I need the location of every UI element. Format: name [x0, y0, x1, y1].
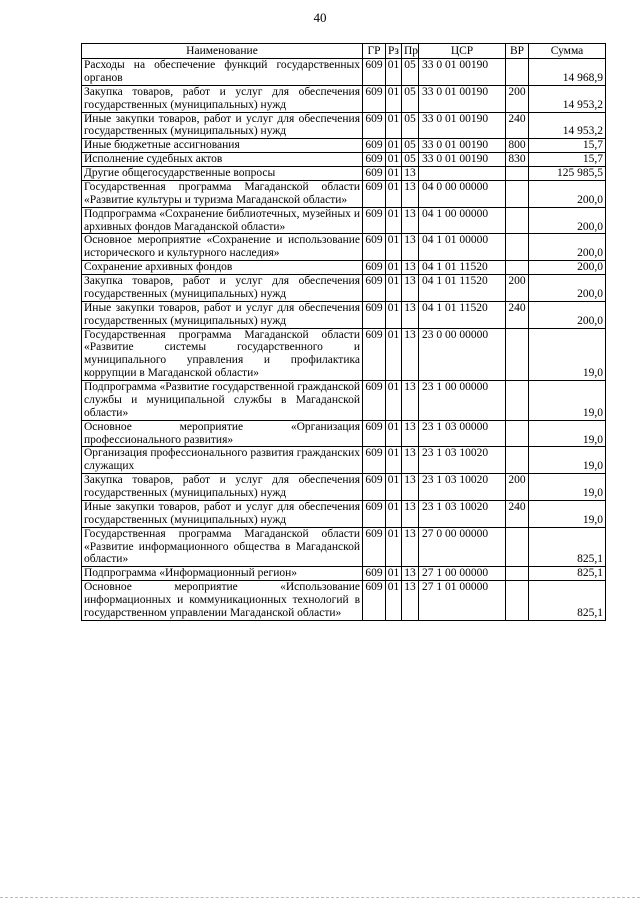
- table-row: [82, 153, 606, 167]
- cell-gr: 609: [363, 447, 386, 474]
- cell-gr: 609: [363, 139, 386, 153]
- cell-vr: [506, 180, 529, 207]
- cell-sum: 200,0: [529, 301, 606, 328]
- cell-sum: 14 953,2: [529, 85, 606, 112]
- page-bottom-edge: [0, 897, 640, 898]
- cell-vr: 830: [506, 153, 529, 167]
- cell-csr: 23 1 03 00000: [419, 420, 506, 447]
- cell-name: Государственная программа Магаданской области «Развитие информационного общества в Магаданской области»: [82, 527, 363, 567]
- cell-csr: 23 1 03 10020: [419, 500, 506, 527]
- budget-table: [81, 43, 606, 621]
- cell-csr: [419, 167, 506, 181]
- table-row: [82, 381, 606, 421]
- header-pr: Пр: [402, 44, 419, 59]
- cell-vr: [506, 59, 529, 86]
- cell-sum: 19,0: [529, 328, 606, 381]
- cell-gr: 609: [363, 85, 386, 112]
- cell-rz: 01: [386, 474, 402, 501]
- cell-pr: 05: [402, 59, 419, 86]
- cell-name: Основное мероприятие «Организация профессионального развития»: [82, 420, 363, 447]
- cell-gr: 609: [363, 167, 386, 181]
- table-row: [82, 85, 606, 112]
- cell-vr: [506, 527, 529, 567]
- cell-name: Подпрограмма «Развитие государственной гражданской службы и муниципальной службы в Магаданской области»: [82, 381, 363, 421]
- cell-vr: [506, 328, 529, 381]
- cell-rz: 01: [386, 261, 402, 275]
- cell-name: Организация профессионального развития гражданских служащих: [82, 447, 363, 474]
- cell-pr: 13: [402, 180, 419, 207]
- table-row: [82, 328, 606, 381]
- cell-pr: 13: [402, 328, 419, 381]
- cell-rz: 01: [386, 112, 402, 139]
- cell-gr: 609: [363, 500, 386, 527]
- cell-name: Иные закупки товаров, работ и услуг для обеспечения государственных (муниципальных) нужд: [82, 301, 363, 328]
- cell-vr: 240: [506, 500, 529, 527]
- table-row: [82, 420, 606, 447]
- cell-vr: 240: [506, 112, 529, 139]
- cell-rz: 01: [386, 180, 402, 207]
- cell-pr: 05: [402, 139, 419, 153]
- cell-vr: [506, 261, 529, 275]
- cell-gr: 609: [363, 567, 386, 581]
- table-row: [82, 567, 606, 581]
- cell-name: Исполнение судебных актов: [82, 153, 363, 167]
- cell-csr: 27 1 01 00000: [419, 581, 506, 621]
- cell-sum: 200,0: [529, 180, 606, 207]
- header-gr: ГР: [363, 44, 386, 59]
- cell-csr: 04 1 01 11520: [419, 275, 506, 302]
- cell-rz: 01: [386, 139, 402, 153]
- cell-sum: 15,7: [529, 153, 606, 167]
- cell-name: Основное мероприятие «Использование информационных и коммуникационных технологий в государственном управлении Магаданской области»: [82, 581, 363, 621]
- cell-vr: [506, 234, 529, 261]
- cell-csr: 33 0 01 00190: [419, 139, 506, 153]
- cell-sum: 200,0: [529, 234, 606, 261]
- cell-vr: [506, 207, 529, 234]
- header-sum: Сумма: [529, 44, 606, 59]
- table-row: [82, 275, 606, 302]
- cell-gr: 609: [363, 328, 386, 381]
- cell-name: Государственная программа Магаданской области «Развитие культуры и туризма Магаданской области»: [82, 180, 363, 207]
- cell-rz: 01: [386, 381, 402, 421]
- header-vr: ВР: [506, 44, 529, 59]
- cell-pr: 13: [402, 527, 419, 567]
- cell-name: Другие общегосударственные вопросы: [82, 167, 363, 181]
- table-row: [82, 474, 606, 501]
- cell-gr: 609: [363, 527, 386, 567]
- cell-rz: 01: [386, 527, 402, 567]
- table-row: [82, 581, 606, 621]
- cell-rz: 01: [386, 85, 402, 112]
- cell-vr: 240: [506, 301, 529, 328]
- cell-rz: 01: [386, 567, 402, 581]
- cell-pr: 05: [402, 153, 419, 167]
- cell-name: Закупка товаров, работ и услуг для обеспечения государственных (муниципальных) нужд: [82, 474, 363, 501]
- table-row: [82, 234, 606, 261]
- cell-name: Иные закупки товаров, работ и услуг для обеспечения государственных (муниципальных) нужд: [82, 500, 363, 527]
- cell-sum: 19,0: [529, 420, 606, 447]
- cell-csr: 33 0 01 00190: [419, 112, 506, 139]
- cell-sum: 19,0: [529, 474, 606, 501]
- header-csr: ЦСР: [419, 44, 506, 59]
- cell-name: Расходы на обеспечение функций государственных органов: [82, 59, 363, 86]
- cell-csr: 23 1 00 00000: [419, 381, 506, 421]
- cell-rz: 01: [386, 234, 402, 261]
- cell-csr: 04 1 01 11520: [419, 301, 506, 328]
- cell-pr: 05: [402, 112, 419, 139]
- cell-csr: 27 0 00 00000: [419, 527, 506, 567]
- table-row: [82, 301, 606, 328]
- cell-name: Основное мероприятие «Сохранение и использование исторического и культурного наследия»: [82, 234, 363, 261]
- cell-sum: 19,0: [529, 500, 606, 527]
- cell-csr: 33 0 01 00190: [419, 59, 506, 86]
- cell-gr: 609: [363, 420, 386, 447]
- cell-rz: 01: [386, 301, 402, 328]
- cell-gr: 609: [363, 59, 386, 86]
- cell-rz: 01: [386, 153, 402, 167]
- cell-sum: 19,0: [529, 381, 606, 421]
- table-row: [82, 139, 606, 153]
- cell-sum: 825,1: [529, 581, 606, 621]
- cell-csr: 33 0 01 00190: [419, 153, 506, 167]
- cell-gr: 609: [363, 381, 386, 421]
- table-row: [82, 500, 606, 527]
- page-number: 40: [313, 10, 327, 25]
- header-name: Наименование: [82, 44, 363, 59]
- cell-pr: 13: [402, 275, 419, 302]
- cell-csr: 27 1 00 00000: [419, 567, 506, 581]
- cell-pr: 13: [402, 567, 419, 581]
- cell-sum: 200,0: [529, 275, 606, 302]
- cell-pr: 05: [402, 85, 419, 112]
- table-header-row: [82, 44, 606, 59]
- cell-gr: 609: [363, 180, 386, 207]
- cell-gr: 609: [363, 234, 386, 261]
- cell-name: Подпрограмма «Информационный регион»: [82, 567, 363, 581]
- cell-csr: 33 0 01 00190: [419, 85, 506, 112]
- table-body: [82, 59, 606, 621]
- cell-csr: 04 1 01 00000: [419, 234, 506, 261]
- cell-vr: 800: [506, 139, 529, 153]
- cell-vr: [506, 420, 529, 447]
- cell-rz: 01: [386, 500, 402, 527]
- cell-rz: 01: [386, 275, 402, 302]
- table-row: [82, 447, 606, 474]
- cell-csr: 04 1 01 11520: [419, 261, 506, 275]
- cell-sum: 200,0: [529, 261, 606, 275]
- cell-pr: 13: [402, 234, 419, 261]
- cell-pr: 13: [402, 447, 419, 474]
- cell-csr: 23 0 00 00000: [419, 328, 506, 381]
- cell-sum: 825,1: [529, 527, 606, 567]
- table-row: [82, 207, 606, 234]
- cell-name: Сохранение архивных фондов: [82, 261, 363, 275]
- cell-rz: 01: [386, 581, 402, 621]
- cell-vr: [506, 167, 529, 181]
- cell-vr: [506, 381, 529, 421]
- cell-pr: 13: [402, 500, 419, 527]
- cell-gr: 609: [363, 474, 386, 501]
- cell-vr: 200: [506, 275, 529, 302]
- cell-rz: 01: [386, 167, 402, 181]
- table-row: [82, 59, 606, 86]
- cell-vr: 200: [506, 474, 529, 501]
- table-row: [82, 527, 606, 567]
- cell-pr: 13: [402, 474, 419, 501]
- cell-rz: 01: [386, 207, 402, 234]
- cell-name: Закупка товаров, работ и услуг для обеспечения государственных (муниципальных) нужд: [82, 85, 363, 112]
- cell-pr: 13: [402, 207, 419, 234]
- cell-pr: 13: [402, 581, 419, 621]
- cell-vr: 200: [506, 85, 529, 112]
- cell-sum: 14 968,9: [529, 59, 606, 86]
- cell-name: Государственная программа Магаданской области «Развитие системы государственного и муниципального управления и профилактика коррупции в Магаданской области»: [82, 328, 363, 381]
- cell-gr: 609: [363, 153, 386, 167]
- cell-name: Иные закупки товаров, работ и услуг для обеспечения государственных (муниципальных) нужд: [82, 112, 363, 139]
- cell-name: Иные бюджетные ассигнования: [82, 139, 363, 153]
- cell-rz: 01: [386, 420, 402, 447]
- cell-sum: 14 953,2: [529, 112, 606, 139]
- cell-gr: 609: [363, 207, 386, 234]
- cell-gr: 609: [363, 261, 386, 275]
- cell-pr: 13: [402, 381, 419, 421]
- cell-sum: 200,0: [529, 207, 606, 234]
- table-row: [82, 180, 606, 207]
- cell-vr: [506, 581, 529, 621]
- cell-sum: 125 985,5: [529, 167, 606, 181]
- cell-gr: 609: [363, 112, 386, 139]
- table-row: [82, 112, 606, 139]
- cell-vr: [506, 447, 529, 474]
- table-row: [82, 167, 606, 181]
- cell-vr: [506, 567, 529, 581]
- cell-name: Подпрограмма «Сохранение библиотечных, музейных и архивных фондов Магаданской области»: [82, 207, 363, 234]
- cell-csr: 04 1 00 00000: [419, 207, 506, 234]
- cell-pr: 13: [402, 420, 419, 447]
- cell-sum: 19,0: [529, 447, 606, 474]
- cell-pr: 13: [402, 167, 419, 181]
- cell-csr: 23 1 03 10020: [419, 447, 506, 474]
- cell-rz: 01: [386, 59, 402, 86]
- cell-name: Закупка товаров, работ и услуг для обеспечения государственных (муниципальных) нужд: [82, 275, 363, 302]
- cell-rz: 01: [386, 328, 402, 381]
- header-rz: Рз: [386, 44, 402, 59]
- cell-gr: 609: [363, 301, 386, 328]
- cell-sum: 15,7: [529, 139, 606, 153]
- cell-gr: 609: [363, 275, 386, 302]
- cell-pr: 13: [402, 261, 419, 275]
- cell-pr: 13: [402, 301, 419, 328]
- cell-sum: 825,1: [529, 567, 606, 581]
- cell-csr: 23 1 03 10020: [419, 474, 506, 501]
- table-row: [82, 261, 606, 275]
- cell-rz: 01: [386, 447, 402, 474]
- cell-csr: 04 0 00 00000: [419, 180, 506, 207]
- cell-gr: 609: [363, 581, 386, 621]
